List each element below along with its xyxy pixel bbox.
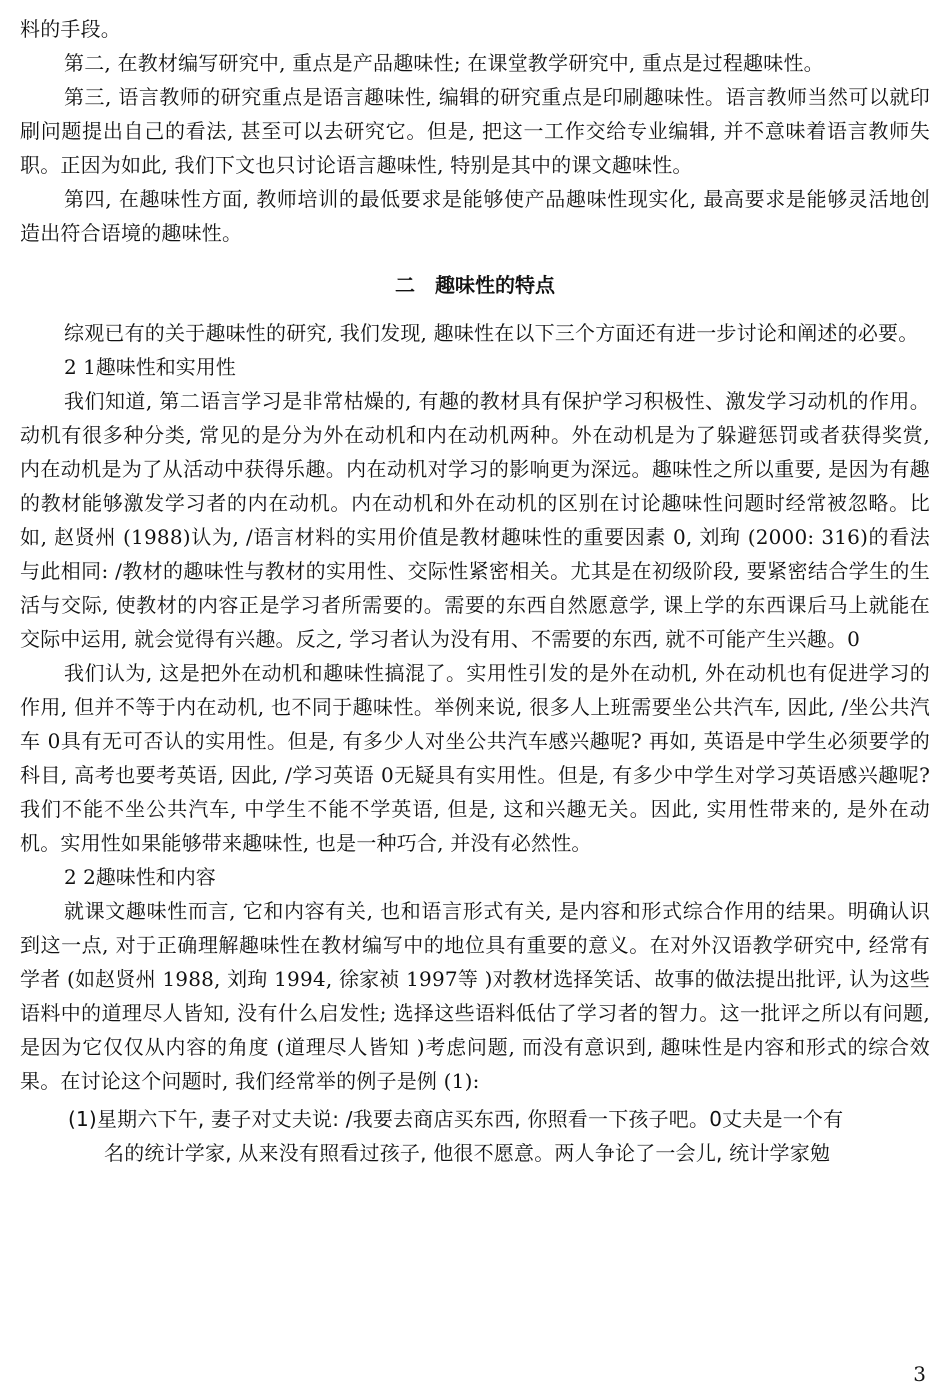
- subsection-heading-2-2: 2 2趣味性和内容: [64, 865, 216, 889]
- paragraph-point-2: 第二, 在教材编写研究中, 重点是产品趣味性; 在课堂教学研究中, 重点是过程趣味性。: [64, 51, 824, 75]
- paragraph-point-3: 第三, 语言教师的研究重点是语言趣味性, 编辑的研究重点是印刷趣味性。语言教师当然可以就印刷问题提出自己的看法, 甚至可以去研究它。但是, 把这一工作交给专业编辑, 并不意味着语言教师失职。正因为如此, 我们下文也只讨论语言趣味性, 特别是其中的课文趣味性。: [20, 85, 930, 177]
- subsection-heading-2-1: 2 1趣味性和实用性: [64, 355, 236, 379]
- page-number: 3: [913, 1362, 926, 1386]
- paragraph-continuation: 料的手段。: [20, 17, 121, 41]
- section-intro: 综观已有的关于趣味性的研究, 我们发现, 趣味性在以下三个方面还有进一步讨论和阐述的必要。: [64, 321, 919, 345]
- example-line-1: (1)星期六下午, 妻子对丈夫说: /我要去商店买东西, 你照看一下孩子吧。0丈夫是一个有: [68, 1107, 844, 1131]
- paragraph-2-2-a: 就课文趣味性而言, 它和内容有关, 也和语言形式有关, 是内容和形式综合作用的结果。明确认识到这一点, 对于正确理解趣味性在教材编写中的地位具有重要的意义。在对外汉语教学研究中, 经常有学者 (如赵贤州 1988, 刘珣 1994, 徐家祯 1997等 )对教材选择笑话、故事的做法提出批评, 认为这些语料中的道理尽人皆知, 没有什么启发性; 选择这些语料低估了学习者的智力。这一批评之所以有问题, 是因为它仅仅从内容的角度 (道理尽人皆知 )考虑问题, 而没有意识到, 趣味性是内容和形式的综合效果。在讨论这个问题时, 我们经常举的例子是例 (1):: [20, 899, 930, 1093]
- section-title: 二 趣味性的特点: [395, 273, 555, 297]
- paragraph-point-4: 第四, 在趣味性方面, 教师培训的最低要求是能够使产品趣味性现实化, 最高要求是能够灵活地创造出符合语境的趣味性。: [20, 187, 930, 245]
- page-body: [20, 12, 930, 1170]
- paragraph-2-1-a: 我们知道, 第二语言学习是非常枯燥的, 有趣的教材具有保护学习积极性、激发学习动机的作用。动机有很多种分类, 常见的是分为外在动机和内在动机两种。外在动机是为了躲避惩罚或者获得奖赏, 内在动机是为了从活动中获得乐趣。内在动机对学习的影响更为深远。趣味性之所以重要, 是因为有趣的教材能够激发学习者的内在动机。内在动机和外在动机的区别在讨论趣味性问题时经常被忽略。比如, 赵贤州 (1988)认为, /语言材料的实用价值是教材趣味性的重要因素 0, 刘珣 (2000: 316)的看法与此相同: /教材的趣味性与教材的实用性、交际性紧密相关。尤其是在初级阶段, 要紧密结合学生的生活与交际, 使教材的内容正是学习者所需要的。需要的东西自然愿意学, 课上学的东西课后马上就能在交际中运用, 就会觉得有兴趣。反之, 学习者认为没有用、不需要的东西, 就不可能产生兴趣。0: [20, 389, 930, 651]
- paragraph-2-1-b: 我们认为, 这是把外在动机和趣味性搞混了。实用性引发的是外在动机, 外在动机也有促进学习的作用, 但并不等于内在动机, 也不同于趣味性。举例来说, 很多人上班需要坐公共汽车, 因此, /坐公共汽车 0具有无可否认的实用性。但是, 有多少人对坐公共汽车感兴趣呢? 再如, 英语是中学生必须要学的科目, 高考也要考英语, 因此, /学习英语 0无疑具有实用性。但是, 有多少中学生对学习英语感兴趣呢? 我们不能不坐公共汽车, 中学生不能不学英语, 但是, 这和兴趣无关。因此, 实用性带来的, 是外在动机。实用性如果能够带来趣味性, 也是一种巧合, 并没有必然性。: [20, 661, 930, 855]
- example-block: [20, 1102, 930, 1170]
- example-line-2: 名的统计学家, 从来没有照看过孩子, 他很不愿意。两人争论了一会儿, 统计学家勉: [104, 1141, 831, 1165]
